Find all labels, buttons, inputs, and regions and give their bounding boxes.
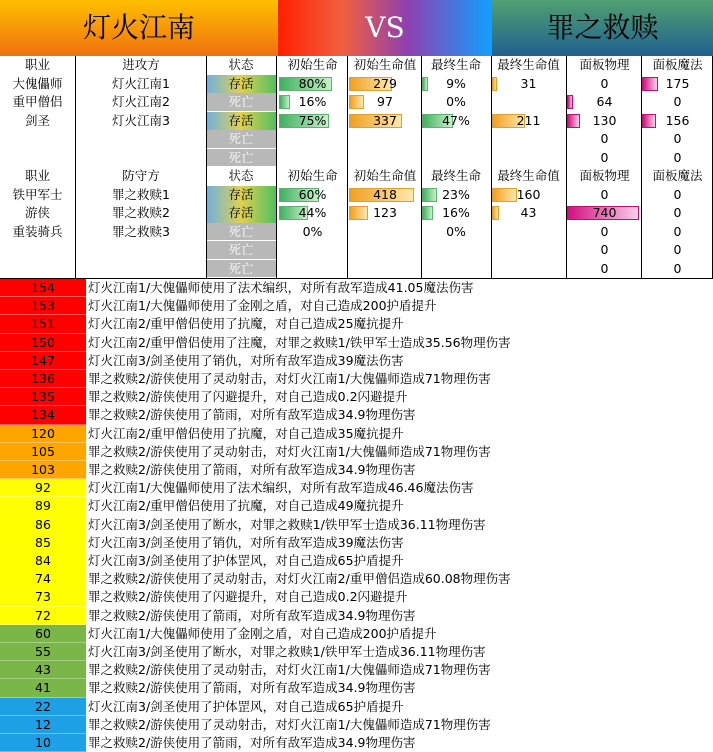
stat-value: 0% xyxy=(446,223,466,239)
stat-value: 0% xyxy=(302,223,323,239)
table-divider xyxy=(276,56,277,278)
stat-value: 0% xyxy=(446,94,466,109)
log-entry xyxy=(0,570,713,588)
log-entry xyxy=(0,534,713,552)
unit-name: 灯火江南1 xyxy=(112,75,170,91)
log-text: 罪之救赎2/游侠使用了灵动射击，对灯火江南1/大傀儡师造成71物理伤害 xyxy=(88,443,491,459)
log-text: 灯火江南1/大傀儡师使用了法术编织，对所有敌军造成46.46魔法伤害 xyxy=(88,480,474,496)
unit-class: 铁甲军士 xyxy=(12,186,63,202)
cell-p1 xyxy=(279,130,346,149)
cell-mag xyxy=(642,260,713,279)
cell-mag xyxy=(642,186,713,205)
cell-mag xyxy=(642,149,713,168)
unit-status: 存活 xyxy=(206,204,276,223)
log-text: 灯火江南2/重甲僧侣使用了注魔，对罪之救赎1/铁甲军士造成35.56物理伤害 xyxy=(88,334,511,350)
cell-v2 xyxy=(492,241,565,260)
log-text: 罪之救赎2/游侠使用了闪避提升，对自己造成0.2闪避提升 xyxy=(88,589,408,605)
log-time: 12 xyxy=(0,716,86,734)
log-time: 86 xyxy=(0,516,86,534)
unit-status: 存活 xyxy=(206,186,276,205)
cell-p1 xyxy=(279,112,346,131)
cell-v1 xyxy=(349,75,421,94)
column-header: 进攻方 xyxy=(122,57,160,72)
cell-v2 xyxy=(492,149,565,168)
column-header: 状态 xyxy=(228,57,254,72)
cell-p2 xyxy=(422,130,490,149)
stat-value: 16% xyxy=(442,205,470,220)
cell-v1 xyxy=(349,204,421,223)
column-header: 最终生命 xyxy=(430,168,481,183)
cell-v1 xyxy=(349,130,421,149)
log-text: 罪之救赎2/游侠使用了灵动射击，对灯火江南1/大傀儡师造成71物理伤害 xyxy=(88,662,491,678)
log-time: 153 xyxy=(0,297,86,315)
log-time: 60 xyxy=(0,625,86,643)
log-entry xyxy=(0,661,713,679)
cell-phy xyxy=(567,260,642,279)
log-entry xyxy=(0,643,713,661)
log-entry xyxy=(0,497,713,515)
defend-unit-row xyxy=(0,223,713,242)
cell-phy xyxy=(567,186,642,205)
unit-class xyxy=(0,260,75,279)
log-entry xyxy=(0,297,713,315)
unit-name: 灯火江南3 xyxy=(112,112,170,128)
cell-mag xyxy=(642,93,713,112)
cell-p2 xyxy=(422,204,490,223)
stat-value: 9% xyxy=(446,75,466,91)
unit-name: 罪之救赎1 xyxy=(112,186,170,202)
table-divider xyxy=(75,56,76,278)
stat-value: 23% xyxy=(442,186,470,202)
stat-value: 0 xyxy=(600,223,609,239)
cell-v1 xyxy=(349,112,421,131)
attack-unit-row xyxy=(0,75,713,94)
cell-p1 xyxy=(279,241,346,260)
log-time: 85 xyxy=(0,534,86,552)
cell-p1 xyxy=(279,204,346,223)
log-entry xyxy=(0,679,713,697)
table-divider xyxy=(421,56,422,278)
column-header: 面板魔法 xyxy=(652,57,703,72)
cell-p2 xyxy=(422,241,490,260)
stat-value: 0 xyxy=(673,223,682,239)
unit-name: 灯火江南2 xyxy=(112,94,170,109)
log-text: 罪之救赎2/游侠使用了箭雨，对所有敌军造成34.9物理伤害 xyxy=(88,407,416,423)
log-text: 灯火江南1/大傀儡师使用了金刚之盾，对自己造成200护盾提升 xyxy=(88,298,437,314)
log-text: 罪之救赎2/游侠使用了闪避提升，对自己造成0.2闪避提升 xyxy=(88,389,408,405)
stat-value: 97 xyxy=(377,94,393,109)
log-entry xyxy=(0,352,713,370)
log-time: 134 xyxy=(0,406,86,424)
defend-header-row xyxy=(0,167,713,186)
defend-unit-row xyxy=(0,241,713,260)
cell-phy xyxy=(567,149,642,168)
unit-class: 重装骑兵 xyxy=(12,223,63,239)
cell-phy xyxy=(567,93,642,112)
column-header: 最终生命值 xyxy=(497,57,560,72)
unit-name: 罪之救赎2 xyxy=(112,205,170,220)
left-team-title: 灯火江南 xyxy=(0,0,278,56)
unit-name xyxy=(76,260,206,279)
cell-phy xyxy=(567,75,642,94)
log-entry xyxy=(0,461,713,479)
table-divider xyxy=(347,56,348,278)
stat-value: 0 xyxy=(673,149,682,165)
unit-name xyxy=(76,241,206,260)
attack-unit-row xyxy=(0,130,713,149)
stat-value: 0 xyxy=(600,242,609,257)
unit-class: 重甲僧侣 xyxy=(12,94,63,109)
log-entry xyxy=(0,552,713,570)
cell-v2 xyxy=(492,260,565,279)
cell-v1 xyxy=(349,93,421,112)
stat-value: 80% xyxy=(298,75,327,91)
log-entry xyxy=(0,734,713,752)
stat-value: 211 xyxy=(516,112,541,128)
cell-mag xyxy=(642,223,713,242)
log-entry xyxy=(0,588,713,606)
unit-status: 死亡 xyxy=(206,93,276,112)
log-text: 灯火江南3/剑圣使用了断水，对罪之救赎1/铁甲军士造成36.11物理伤害 xyxy=(88,644,486,659)
log-time: 55 xyxy=(0,643,86,661)
log-text: 灯火江南3/剑圣使用了销仇，对所有敌军造成39魔法伤害 xyxy=(88,534,404,550)
cell-v2 xyxy=(492,130,565,149)
defend-unit-row xyxy=(0,186,713,205)
log-text: 罪之救赎2/游侠使用了箭雨，对所有敌军造成34.9物理伤害 xyxy=(88,735,416,750)
cell-mag xyxy=(642,130,713,149)
column-header: 初始生命 xyxy=(287,168,338,183)
stat-value: 60% xyxy=(298,186,327,202)
column-header: 初始生命值 xyxy=(353,57,417,72)
log-text: 罪之救赎2/游侠使用了箭雨，对所有敌军造成34.9物理伤害 xyxy=(88,607,416,623)
stat-value: 0 xyxy=(673,131,682,146)
stat-value: 418 xyxy=(373,186,397,202)
column-header: 面板物理 xyxy=(579,168,630,183)
cell-mag xyxy=(642,204,713,223)
unit-name xyxy=(76,130,206,149)
log-entry xyxy=(0,334,713,352)
log-time: 22 xyxy=(0,698,86,716)
log-text: 灯火江南1/大傀儡师使用了法术编织，对所有敌军造成41.05魔法伤害 xyxy=(88,280,474,295)
log-text: 灯火江南3/剑圣使用了护体罡风，对自己造成65护盾提升 xyxy=(88,698,404,714)
cell-v2 xyxy=(492,75,565,94)
cell-phy xyxy=(567,223,642,242)
column-header: 最终生命值 xyxy=(497,168,560,183)
stats-table xyxy=(0,56,713,279)
cell-p2 xyxy=(422,93,490,112)
stat-value: 31 xyxy=(520,75,537,91)
table-divider xyxy=(566,56,567,278)
column-header: 初始生命值 xyxy=(353,168,417,183)
unit-class xyxy=(0,130,75,149)
stat-value: 279 xyxy=(373,75,397,91)
log-text: 灯火江南2/重甲僧侣使用了抗魔，对自己造成49魔抗提升 xyxy=(88,498,404,514)
log-entry xyxy=(0,279,713,297)
stat-value: 0 xyxy=(600,131,609,146)
unit-status: 死亡 xyxy=(206,223,276,242)
attack-unit-row xyxy=(0,112,713,131)
cell-mag xyxy=(642,112,713,131)
stat-value: 0 xyxy=(673,186,682,202)
cell-p2 xyxy=(422,149,490,168)
cell-p1 xyxy=(279,223,346,242)
log-text: 灯火江南3/剑圣使用了护体罡风，对自己造成65护盾提升 xyxy=(88,553,404,568)
log-time: 92 xyxy=(0,479,86,497)
cell-v2 xyxy=(492,223,565,242)
stat-value: 0 xyxy=(600,149,609,165)
log-entry xyxy=(0,516,713,534)
log-time: 74 xyxy=(0,570,86,588)
cell-phy xyxy=(567,204,642,223)
cell-v1 xyxy=(349,241,421,260)
log-time: 151 xyxy=(0,315,86,333)
stat-value: 0 xyxy=(673,205,682,220)
battle-header xyxy=(0,0,713,56)
log-entry xyxy=(0,315,713,333)
log-time: 41 xyxy=(0,679,86,697)
log-entry xyxy=(0,370,713,388)
log-time: 89 xyxy=(0,497,86,515)
unit-name: 罪之救赎3 xyxy=(112,223,170,239)
unit-class xyxy=(0,241,75,260)
column-header: 面板魔法 xyxy=(652,168,703,183)
stat-value: 75% xyxy=(298,112,327,128)
cell-p1 xyxy=(279,75,346,94)
cell-phy xyxy=(567,130,642,149)
vs-label: VS xyxy=(278,0,492,56)
cell-mag xyxy=(642,241,713,260)
log-time: 10 xyxy=(0,734,86,752)
log-time: 150 xyxy=(0,334,86,352)
log-text: 灯火江南3/剑圣使用了断水，对罪之救赎1/铁甲军士造成36.11物理伤害 xyxy=(88,516,486,532)
stat-value: 16% xyxy=(298,94,327,109)
stat-value: 123 xyxy=(373,205,397,220)
stat-value: 740 xyxy=(592,205,617,220)
log-entry xyxy=(0,607,713,625)
unit-status: 死亡 xyxy=(206,260,276,279)
stat-value: 337 xyxy=(373,112,397,128)
stat-value: 160 xyxy=(516,186,541,202)
defend-unit-row xyxy=(0,260,713,279)
stat-value: 0 xyxy=(673,94,682,109)
log-entry xyxy=(0,716,713,734)
log-text: 罪之救赎2/游侠使用了灵动射击，对灯火江南1/大傀儡师造成71物理伤害 xyxy=(88,716,491,732)
log-entry xyxy=(0,406,713,424)
column-header: 最终生命 xyxy=(430,57,481,72)
cell-p2 xyxy=(422,112,490,131)
cell-v2 xyxy=(492,204,565,223)
unit-class: 剑圣 xyxy=(24,112,50,128)
unit-status: 死亡 xyxy=(206,149,276,168)
log-time: 105 xyxy=(0,443,86,461)
cell-p1 xyxy=(279,260,346,279)
log-text: 罪之救赎2/游侠使用了灵动射击，对灯火江南2/重甲僧侣造成60.08物理伤害 xyxy=(88,571,511,587)
cell-phy xyxy=(567,241,642,260)
column-header: 初始生命 xyxy=(287,57,338,72)
cell-p2 xyxy=(422,223,490,242)
log-entry xyxy=(0,479,713,497)
log-time: 103 xyxy=(0,461,86,479)
stat-value: 0 xyxy=(600,186,609,202)
stat-value: 0 xyxy=(673,260,682,276)
cell-phy xyxy=(567,112,642,131)
attack-unit-row xyxy=(0,93,713,112)
unit-status: 死亡 xyxy=(206,130,276,149)
defend-unit-row xyxy=(0,204,713,223)
stat-value: 156 xyxy=(665,112,690,128)
cell-v1 xyxy=(349,149,421,168)
cell-p1 xyxy=(279,149,346,168)
stat-value: 64 xyxy=(596,94,613,109)
unit-class: 大傀儡师 xyxy=(12,75,63,91)
log-text: 罪之救赎2/游侠使用了灵动射击，对灯火江南1/大傀儡师造成71物理伤害 xyxy=(88,371,491,386)
cell-v2 xyxy=(492,112,565,131)
cell-p2 xyxy=(422,186,490,205)
log-entry xyxy=(0,425,713,443)
table-divider xyxy=(641,56,642,278)
log-text: 灯火江南1/大傀儡师使用了金刚之盾，对自己造成200护盾提升 xyxy=(88,625,437,641)
column-header: 状态 xyxy=(228,168,254,183)
stat-value: 47% xyxy=(442,112,470,128)
log-text: 灯火江南2/重甲僧侣使用了抗魔，对自己造成25魔抗提升 xyxy=(88,316,404,332)
cell-v2 xyxy=(492,186,565,205)
log-text: 罪之救赎2/游侠使用了箭雨，对所有敌军造成34.9物理伤害 xyxy=(88,680,416,696)
log-time: 73 xyxy=(0,588,86,606)
log-time: 120 xyxy=(0,425,86,443)
log-text: 灯火江南3/剑圣使用了销仇，对所有敌军造成39魔法伤害 xyxy=(88,352,404,368)
unit-class: 游侠 xyxy=(24,205,50,220)
log-entry xyxy=(0,698,713,716)
log-time: 84 xyxy=(0,552,86,570)
column-header: 职业 xyxy=(24,57,50,72)
unit-name xyxy=(76,149,206,168)
log-time: 147 xyxy=(0,352,86,370)
cell-v2 xyxy=(492,93,565,112)
stat-value: 43 xyxy=(520,205,537,220)
cell-v1 xyxy=(349,186,421,205)
cell-v1 xyxy=(349,223,421,242)
cell-v1 xyxy=(349,260,421,279)
cell-mag xyxy=(642,75,713,94)
unit-status: 存活 xyxy=(206,112,276,131)
log-entry xyxy=(0,625,713,643)
log-time: 43 xyxy=(0,661,86,679)
unit-class xyxy=(0,149,75,168)
table-divider xyxy=(491,56,492,278)
table-divider xyxy=(206,56,207,278)
stat-value: 0 xyxy=(673,242,682,257)
stat-value: 130 xyxy=(592,112,617,128)
cell-p2 xyxy=(422,75,490,94)
stat-value: 175 xyxy=(665,75,690,91)
stat-value: 44% xyxy=(298,205,327,220)
column-header: 防守方 xyxy=(122,168,160,183)
cell-p1 xyxy=(279,93,346,112)
unit-status: 死亡 xyxy=(206,241,276,260)
attack-unit-row xyxy=(0,149,713,168)
column-header: 职业 xyxy=(24,168,50,183)
log-time: 154 xyxy=(0,279,86,297)
unit-status: 存活 xyxy=(206,75,276,94)
log-text: 灯火江南2/重甲僧侣使用了抗魔，对自己造成35魔抗提升 xyxy=(88,425,404,441)
stat-value: 0 xyxy=(600,75,609,91)
log-entry xyxy=(0,443,713,461)
stat-value: 0 xyxy=(600,260,609,276)
cell-p1 xyxy=(279,186,346,205)
attack-header-row xyxy=(0,56,713,75)
log-time: 135 xyxy=(0,388,86,406)
log-entry xyxy=(0,388,713,406)
log-time: 72 xyxy=(0,607,86,625)
cell-p2 xyxy=(422,260,490,279)
column-header: 面板物理 xyxy=(579,57,630,72)
log-time: 136 xyxy=(0,370,86,388)
log-text: 罪之救赎2/游侠使用了箭雨，对所有敌军造成34.9物理伤害 xyxy=(88,462,416,477)
right-team-title: 罪之救赎 xyxy=(492,0,713,56)
